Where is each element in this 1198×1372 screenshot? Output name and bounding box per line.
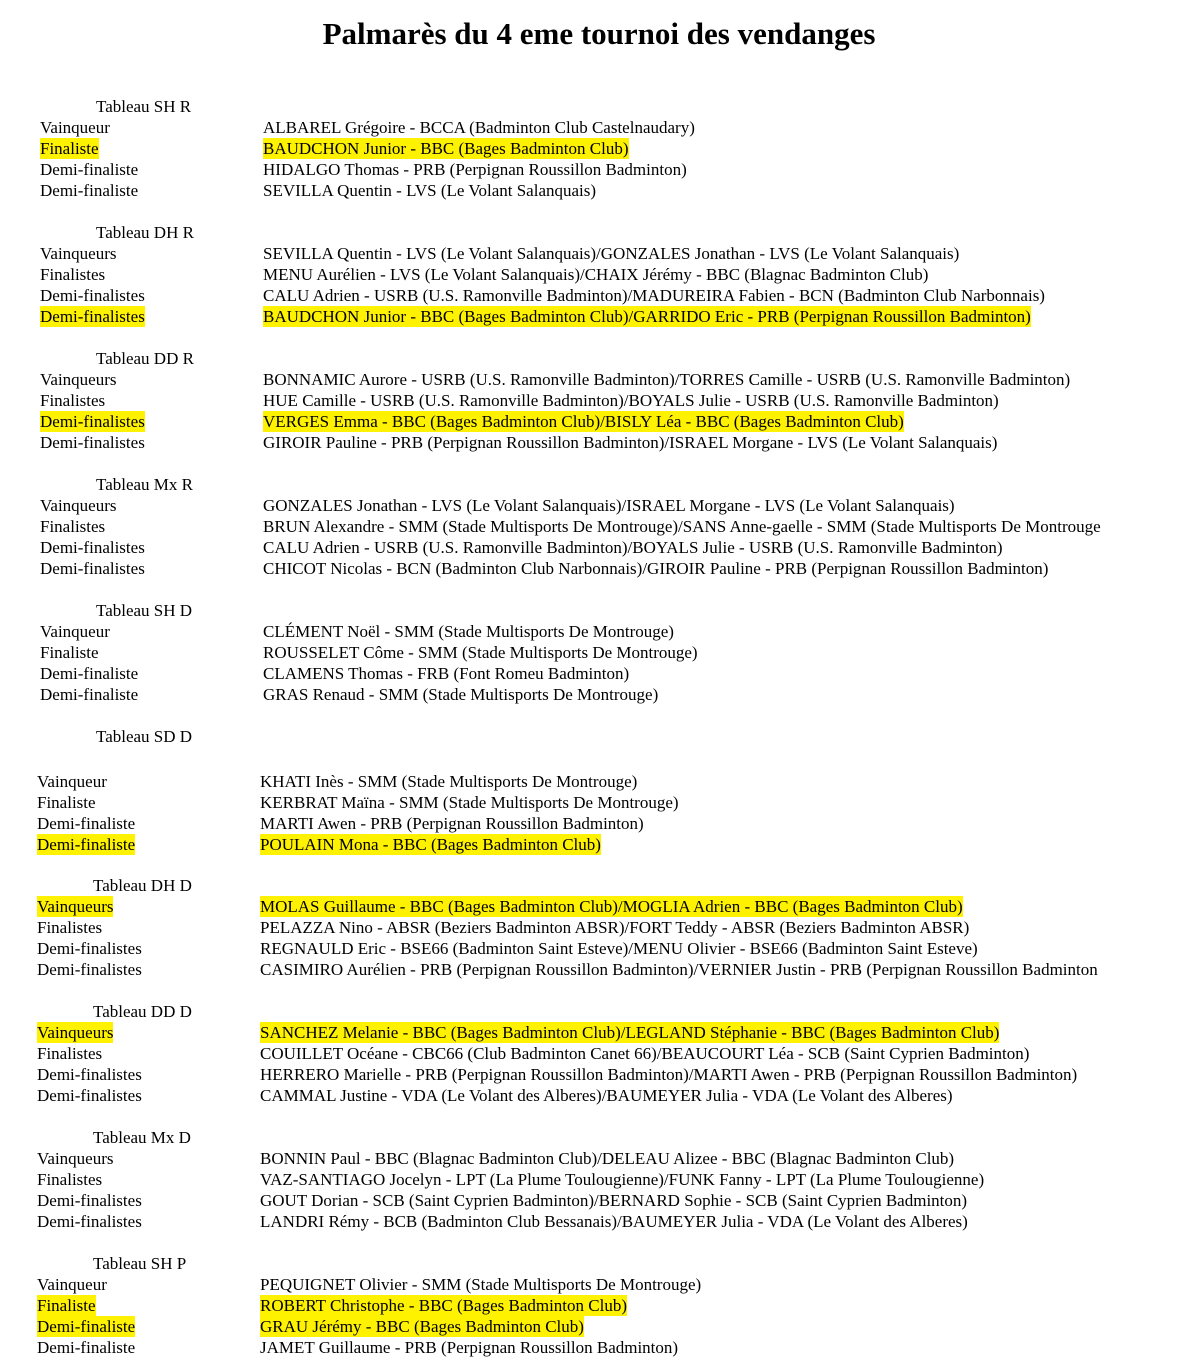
result-label: Finalistes <box>40 265 106 284</box>
result-value: HUE Camille - USRB (U.S. Ramonville Badminton)/BOYALS Julie - USRB (U.S. Ramonville Badminton) <box>263 391 999 410</box>
result-value: GOUT Dorian - SCB (Saint Cyprien Badminton)/BERNARD Sophie - SCB (Saint Cyprien Badminton) <box>260 1191 968 1210</box>
result-value: CLAMENS Thomas - FRB (Font Romeu Badminton) <box>263 664 630 683</box>
result-label: Finaliste <box>37 793 96 812</box>
result-label: Vainqueur <box>37 772 107 791</box>
page-title: Palmarès du 4 eme tournoi des vendanges <box>322 16 876 51</box>
result-label: Demi-finaliste <box>37 1317 136 1336</box>
result-label: Demi-finaliste <box>40 181 139 200</box>
result-label: Demi-finaliste <box>40 664 139 683</box>
result-value: SEVILLA Quentin - LVS (Le Volant Salanquais) <box>263 181 597 200</box>
result-value: SANCHEZ Melanie - BBC (Bages Badminton Club)/LEGLAND Stéphanie - BBC (Bages Badminton Club) <box>260 1023 1000 1042</box>
result-value: CASIMIRO Aurélien - PRB (Perpignan Roussillon Badminton)/VERNIER Justin - PRB (Perpignan Roussillon Badminton <box>260 960 1098 979</box>
result-value: MOLAS Guillaume - BBC (Bages Badminton Club)/MOGLIA Adrien - BBC (Bages Badminton Club) <box>260 897 963 916</box>
result-label: Demi-finalistes <box>40 286 145 305</box>
result-value: CAMMAL Justine - VDA (Le Volant des Alberes)/BAUMEYER Julia - VDA (Le Volant des Alberes) <box>260 1086 953 1105</box>
result-label: Demi-finaliste <box>37 835 136 854</box>
result-value: SEVILLA Quentin - LVS (Le Volant Salanquais)/GONZALES Jonathan - LVS (Le Volant Salanquais) <box>263 244 960 263</box>
result-value: ALBAREL Grégoire - BCCA (Badminton Club Castelnaudary) <box>263 118 695 137</box>
section-title: Tableau Mx D <box>93 1128 191 1147</box>
result-value: BRUN Alexandre - SMM (Stade Multisports De Montrouge)/SANS Anne-gaelle - SMM (Stade Multisports De Montrouge <box>263 517 1101 536</box>
result-value: CHICOT Nicolas - BCN (Badminton Club Narbonnais)/GIROIR Pauline - PRB (Perpignan Roussillon Badminton) <box>263 559 1049 578</box>
result-value: KHATI Inès - SMM (Stade Multisports De Montrouge) <box>260 772 638 791</box>
result-value: CALU Adrien - USRB (U.S. Ramonville Badminton)/BOYALS Julie - USRB (U.S. Ramonville Badminton) <box>263 538 1003 557</box>
result-label: Demi-finalistes <box>40 307 145 326</box>
result-value: HERRERO Marielle - PRB (Perpignan Roussillon Badminton)/MARTI Awen - PRB (Perpignan Roussillon Badminton) <box>260 1065 1078 1084</box>
result-value: GIROIR Pauline - PRB (Perpignan Roussillon Badminton)/ISRAEL Morgane - LVS (Le Volant Salanquais) <box>263 433 998 452</box>
result-value: BAUDCHON Junior - BBC (Bages Badminton Club)/GARRIDO Eric - PRB (Perpignan Roussillon Badminton) <box>263 307 1031 326</box>
section-title: Tableau SH D <box>96 601 193 620</box>
result-label: Vainqueurs <box>37 1023 114 1042</box>
section-title: Tableau DD D <box>93 1002 192 1021</box>
result-value: HIDALGO Thomas - PRB (Perpignan Roussillon Badminton) <box>263 160 687 179</box>
result-value: MENU Aurélien - LVS (Le Volant Salanquais)/CHAIX Jérémy - BBC (Blagnac Badminton Club) <box>263 265 929 284</box>
section-title: Tableau SD D <box>96 727 193 746</box>
result-label: Vainqueur <box>40 118 110 137</box>
result-label: Demi-finalistes <box>37 1212 142 1231</box>
result-label: Finaliste <box>40 139 99 158</box>
result-value: GRAU Jérémy - BBC (Bages Badminton Club) <box>260 1317 584 1336</box>
result-label: Vainqueurs <box>37 897 114 916</box>
result-label: Demi-finalistes <box>37 1191 142 1210</box>
result-value: PEQUIGNET Olivier - SMM (Stade Multisports De Montrouge) <box>260 1275 702 1294</box>
result-label: Vainqueurs <box>37 1149 114 1168</box>
result-label: Demi-finalistes <box>37 1086 142 1105</box>
section-title: Tableau DH R <box>96 223 194 242</box>
result-label: Demi-finalistes <box>37 960 142 979</box>
result-value: JAMET Guillaume - PRB (Perpignan Roussillon Badminton) <box>260 1338 679 1357</box>
result-value: GRAS Renaud - SMM (Stade Multisports De Montrouge) <box>263 685 659 704</box>
section-title: Tableau SH R <box>96 97 192 116</box>
result-label: Finaliste <box>37 1296 96 1315</box>
section-title: Tableau SH P <box>93 1254 187 1273</box>
result-value: POULAIN Mona - BBC (Bages Badminton Club) <box>260 835 601 854</box>
result-label: Demi-finalistes <box>40 412 145 431</box>
result-label: Finalistes <box>37 1170 103 1189</box>
section-title: Tableau DD R <box>96 349 194 368</box>
result-label: Vainqueur <box>40 622 110 641</box>
result-label: Demi-finaliste <box>40 685 139 704</box>
result-label: Vainqueurs <box>40 370 117 389</box>
result-value: CLÉMENT Noël - SMM (Stade Multisports De Montrouge) <box>263 622 674 641</box>
result-value: VERGES Emma - BBC (Bages Badminton Club)/BISLY Léa - BBC (Bages Badminton Club) <box>263 412 904 431</box>
result-label: Vainqueurs <box>40 244 117 263</box>
result-value: GONZALES Jonathan - LVS (Le Volant Salanquais)/ISRAEL Morgane - LVS (Le Volant Salanquais) <box>263 496 955 515</box>
result-label: Demi-finalistes <box>40 559 145 578</box>
result-label: Demi-finaliste <box>40 160 139 179</box>
result-value: BONNIN Paul - BBC (Blagnac Badminton Club)/DELEAU Alizee - BBC (Blagnac Badminton Club) <box>260 1149 955 1168</box>
result-value: ROBERT Christophe - BBC (Bages Badminton Club) <box>260 1296 628 1315</box>
result-label: Finalistes <box>40 391 106 410</box>
result-label: Demi-finaliste <box>37 814 136 833</box>
result-value: PELAZZA Nino - ABSR (Beziers Badminton ABSR)/FORT Teddy - ABSR (Beziers Badminton ABSR) <box>260 918 970 937</box>
result-label: Finalistes <box>40 517 106 536</box>
result-label: Vainqueurs <box>40 496 117 515</box>
result-value: BAUDCHON Junior - BBC (Bages Badminton Club) <box>263 139 629 158</box>
section-title: Tableau Mx R <box>96 475 194 494</box>
result-value: ROUSSELET Côme - SMM (Stade Multisports De Montrouge) <box>263 643 698 662</box>
section-title: Tableau DH D <box>93 876 192 895</box>
result-label: Demi-finaliste <box>37 1338 136 1357</box>
result-value: CALU Adrien - USRB (U.S. Ramonville Badminton)/MADUREIRA Fabien - BCN (Badminton Club Narbonnais) <box>263 286 1045 305</box>
result-value: MARTI Awen - PRB (Perpignan Roussillon Badminton) <box>260 814 644 833</box>
result-label: Finalistes <box>37 918 103 937</box>
result-label: Demi-finalistes <box>40 538 145 557</box>
result-label: Vainqueur <box>37 1275 107 1294</box>
result-label: Demi-finalistes <box>37 939 142 958</box>
result-label: Demi-finalistes <box>37 1065 142 1084</box>
result-value: LANDRI Rémy - BCB (Badminton Club Bessanais)/BAUMEYER Julia - VDA (Le Volant des Alberes) <box>260 1212 968 1231</box>
result-label: Demi-finalistes <box>40 433 145 452</box>
result-value: BONNAMIC Aurore - USRB (U.S. Ramonville Badminton)/TORRES Camille - USRB (U.S. Ramonville Badminton) <box>263 370 1071 389</box>
result-value: KERBRAT Maïna - SMM (Stade Multisports De Montrouge) <box>260 793 679 812</box>
result-value: COUILLET Océane - CBC66 (Club Badminton Canet 66)/BEAUCOURT Léa - SCB (Saint Cyprien Badminton) <box>260 1044 1030 1063</box>
result-label: Finaliste <box>40 643 99 662</box>
result-value: REGNAULD Eric - BSE66 (Badminton Saint Esteve)/MENU Olivier - BSE66 (Badminton Saint Esteve) <box>260 939 978 958</box>
result-value: VAZ-SANTIAGO Jocelyn - LPT (La Plume Toulougienne)/FUNK Fanny - LPT (La Plume Toulougienne) <box>260 1170 985 1189</box>
result-label: Finalistes <box>37 1044 103 1063</box>
